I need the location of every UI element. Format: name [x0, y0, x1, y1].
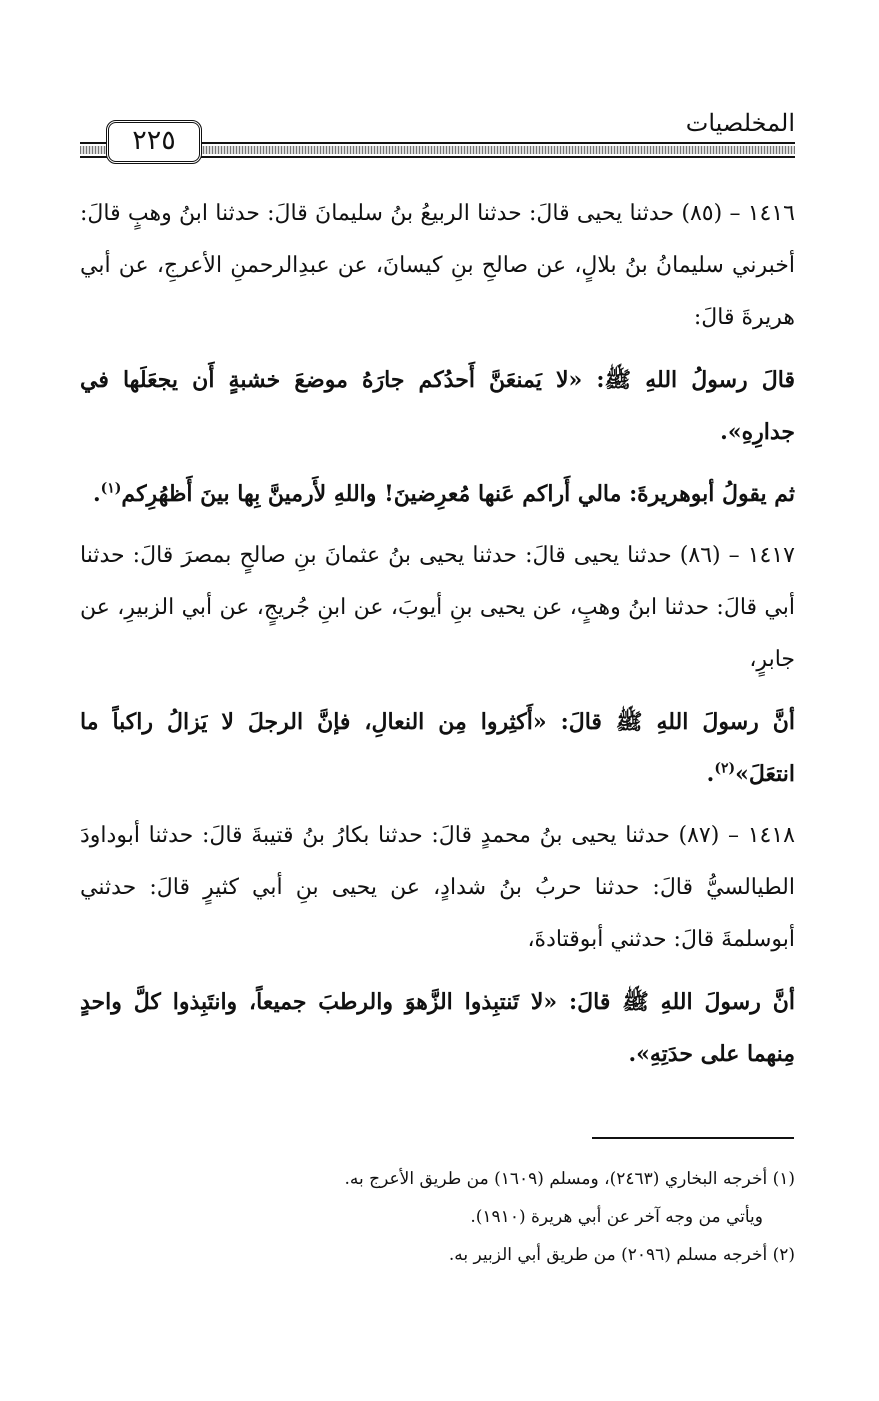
hadith-1418-isnad: ١٤١٨ – (٨٧) حدثنا يحيى بنُ محمدٍ قالَ: حدثنا بكارُ بنُ قتيبةَ قالَ: حدثنا أبوداودَ الطيالسيُّ قالَ: حدثنا حربُ بنُ شدادٍ، عن يحيى بنِ أبي كثيرٍ قالَ: حدثني أبوسلمةَ قالَ: حدثني أبوقتادةَ، — [80, 823, 795, 952]
hadith-1417-matn-text: أنَّ رسولَ اللهِ ﷺ قالَ: «أَكثِروا مِن النعالِ، فإنَّ الرجلَ لا يَزالُ راكباً ما انتعَلَ» — [80, 709, 795, 787]
hadith-1416-isnad: ١٤١٦ – (٨٥) حدثنا يحيى قالَ: حدثنا الربيعُ بنُ سليمانَ قالَ: حدثنا ابنُ وهبٍ قالَ: أخبرني سليمانُ بنُ بلالٍ، عن صالحِ بنِ كيسانَ، عن عبدِالرحمنِ الأعرجِ، عن أبي هريرةَ قالَ: — [80, 201, 795, 330]
footnote-1: (١) أخرجه البخاري (٢٤٦٣)، ومسلم (١٦٠٩) من طريق الأعرج به. — [344, 1169, 795, 1189]
hadith-1417-isnad: ١٤١٧ – (٨٦) حدثنا يحيى قالَ: حدثنا يحيى بنُ عثمانَ بنِ صالحٍ بمصرَ قالَ: حدثنا أبي قالَ: حدثنا ابنُ وهبٍ، عن يحيى بنِ أيوبَ، عن ابنِ جُريجٍ، عن أبي الزبيرِ، عن جابرٍ، — [80, 543, 795, 672]
hadith-1416-matn: قالَ رسولُ اللهِ ﷺ: «لا يَمنعَنَّ أَحدُكم جارَهُ موضعَ خشبةٍ أَن يجعَلَها في جدارِهِ». — [80, 367, 795, 445]
footnotes — [80, 1160, 795, 1274]
hadith-1417-matn — [80, 696, 795, 800]
hadith-1416-addition-text: ثم يقولُ أبوهريرةَ: مالي أَراكم عَنها مُعرِضينَ! واللهِ لأَرمينَّ بِها بينَ أَظهُرِكم — [121, 481, 795, 507]
hadith-1418-matn: أنَّ رسولَ اللهِ ﷺ قالَ: «لا تَنتبِذوا الزَّهوَ والرطبَ جميعاً، وانتَبِذوا كلَّ واحدٍ مِنهما على حدَتِهِ». — [80, 989, 795, 1067]
page-header — [80, 108, 795, 166]
footnote-ref-2: (٢) — [714, 760, 736, 777]
footnote-separator — [592, 1137, 794, 1139]
full-stop: . — [706, 761, 715, 787]
full-stop: . — [92, 481, 101, 507]
footnote-2: (٢) أخرجه مسلم (٢٠٩٦) من طريق أبي الزبير به. — [448, 1245, 795, 1265]
main-text — [80, 188, 795, 1080]
book-title: المخلصيات — [685, 109, 795, 137]
footnote-ref-1: (١) — [100, 480, 122, 497]
hadith-1416-addition — [80, 468, 795, 520]
page-number: ٢٢٥ — [106, 120, 202, 164]
footnote-1-continuation: ويأتي من وجه آخر عن أبي هريرة (١٩١٠). — [470, 1207, 763, 1227]
